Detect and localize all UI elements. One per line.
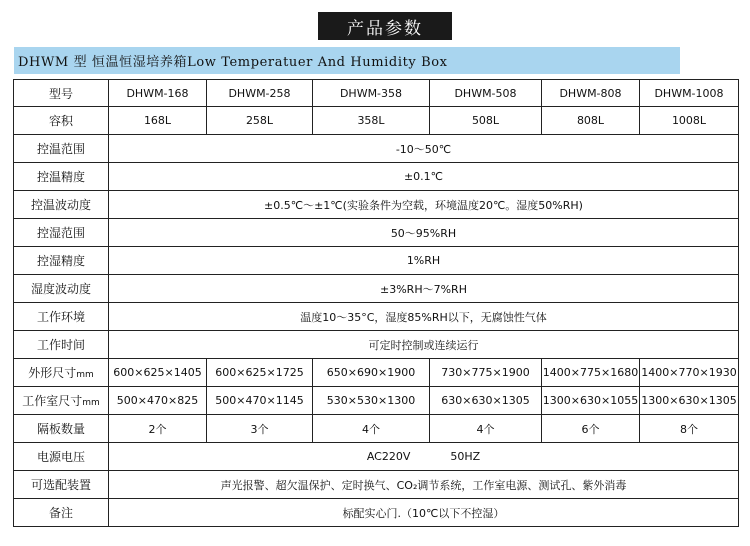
power-voltage: AC220V (366, 450, 411, 463)
row-power (14, 443, 739, 471)
volume-cell: 1008L (640, 107, 739, 135)
row-environment (14, 303, 739, 331)
row-label-model: 型号 (14, 80, 109, 107)
inner-size-cell: 1300×630×1055 (542, 387, 640, 415)
volume-cell: 168L (109, 107, 207, 135)
shelves-cell: 6个 (542, 415, 640, 443)
row-label-notes: 备注 (14, 499, 109, 527)
row-hum-fluct (14, 275, 739, 303)
row-temp-accuracy (14, 163, 739, 191)
model-cell: DHWM-508 (430, 80, 542, 107)
power-value (109, 443, 739, 471)
temp-range-value: -10～50℃ (109, 135, 739, 163)
volume-cell: 258L (207, 107, 313, 135)
row-label-options: 可选配装置 (14, 471, 109, 499)
power-frequency: 50HZ (450, 450, 481, 463)
shelves-cell: 8个 (640, 415, 739, 443)
temp-fluct-value: ±0.5℃～±1℃(实验条件为空载，环境温度20℃。湿度50%RH) (109, 191, 739, 219)
row-outer-size (14, 359, 739, 387)
row-temp-range (14, 135, 739, 163)
row-model (14, 80, 739, 107)
row-label-hum-range: 控湿范围 (14, 219, 109, 247)
row-label-shelves: 隔板数量 (14, 415, 109, 443)
row-label-temp-fluct: 控温波动度 (14, 191, 109, 219)
outer-size-cell: 1400×775×1680 (542, 359, 640, 387)
row-inner-size (14, 387, 739, 415)
row-temp-fluct (14, 191, 739, 219)
row-label-hum-fluct: 湿度波动度 (14, 275, 109, 303)
row-label-work-time: 工作时间 (14, 331, 109, 359)
outer-size-cell: 600×625×1725 (207, 359, 313, 387)
outer-size-label-text: 外形尺寸 (28, 366, 77, 380)
inner-size-cell: 500×470×1145 (207, 387, 313, 415)
hum-accuracy-value: 1%RH (109, 247, 739, 275)
temp-accuracy-value: ±0.1℃ (109, 163, 739, 191)
options-value: 声光报警、超欠温保护、定时换气、CO₂调节系统，工作室电源、测试孔、紫外消毒 (109, 471, 739, 499)
outer-size-cell: 730×775×1900 (430, 359, 542, 387)
model-cell: DHWM-258 (207, 80, 313, 107)
volume-cell: 508L (430, 107, 542, 135)
shelves-cell: 3个 (207, 415, 313, 443)
row-notes (14, 499, 739, 527)
shelves-cell: 4个 (430, 415, 542, 443)
shelves-cell: 2个 (109, 415, 207, 443)
row-hum-accuracy (14, 247, 739, 275)
shelves-cell: 4个 (313, 415, 430, 443)
row-shelves (14, 415, 739, 443)
row-volume (14, 107, 739, 135)
spec-table (13, 79, 739, 527)
notes-value: 标配实心门.（10℃以下不控湿） (109, 499, 739, 527)
page-title-text: 产品参数 (347, 18, 423, 39)
model-cell: DHWM-168 (109, 80, 207, 107)
row-label-hum-accuracy: 控湿精度 (14, 247, 109, 275)
row-label-environment: 工作环境 (14, 303, 109, 331)
row-work-time (14, 331, 739, 359)
hum-range-value: 50～95%RH (109, 219, 739, 247)
outer-size-cell: 650×690×1900 (313, 359, 430, 387)
subtitle-text: DHWM 型 恒温恒湿培养箱Low Temperatuer And Humidity Box (18, 55, 448, 70)
outer-size-cell: 600×625×1405 (109, 359, 207, 387)
outer-size-unit: mm (76, 370, 94, 380)
row-label-volume: 容积 (14, 107, 109, 135)
row-label-inner-size (14, 387, 109, 415)
hum-fluct-value: ±3%RH～7%RH (109, 275, 739, 303)
inner-size-cell: 1300×630×1305 (640, 387, 739, 415)
inner-size-cell: 630×630×1305 (430, 387, 542, 415)
row-options (14, 471, 739, 499)
row-label-temp-range: 控温范围 (14, 135, 109, 163)
environment-value: 温度10～35°C，湿度85%RH以下，无腐蚀性气体 (109, 303, 739, 331)
row-label-temp-accuracy: 控温精度 (14, 163, 109, 191)
row-label-power: 电源电压 (14, 443, 109, 471)
inner-size-label-text: 工作室尺寸 (22, 394, 83, 408)
subtitle-bar (14, 47, 680, 74)
row-label-outer-size (14, 359, 109, 387)
work-time-value: 可定时控制或连续运行 (109, 331, 739, 359)
model-cell: DHWM-1008 (640, 80, 739, 107)
volume-cell: 358L (313, 107, 430, 135)
volume-cell: 808L (542, 107, 640, 135)
inner-size-cell: 530×530×1300 (313, 387, 430, 415)
inner-size-unit: mm (82, 398, 100, 408)
outer-size-cell: 1400×770×1930 (640, 359, 739, 387)
model-cell: DHWM-808 (542, 80, 640, 107)
model-cell: DHWM-358 (313, 80, 430, 107)
row-hum-range (14, 219, 739, 247)
inner-size-cell: 500×470×825 (109, 387, 207, 415)
page-title (318, 12, 452, 40)
